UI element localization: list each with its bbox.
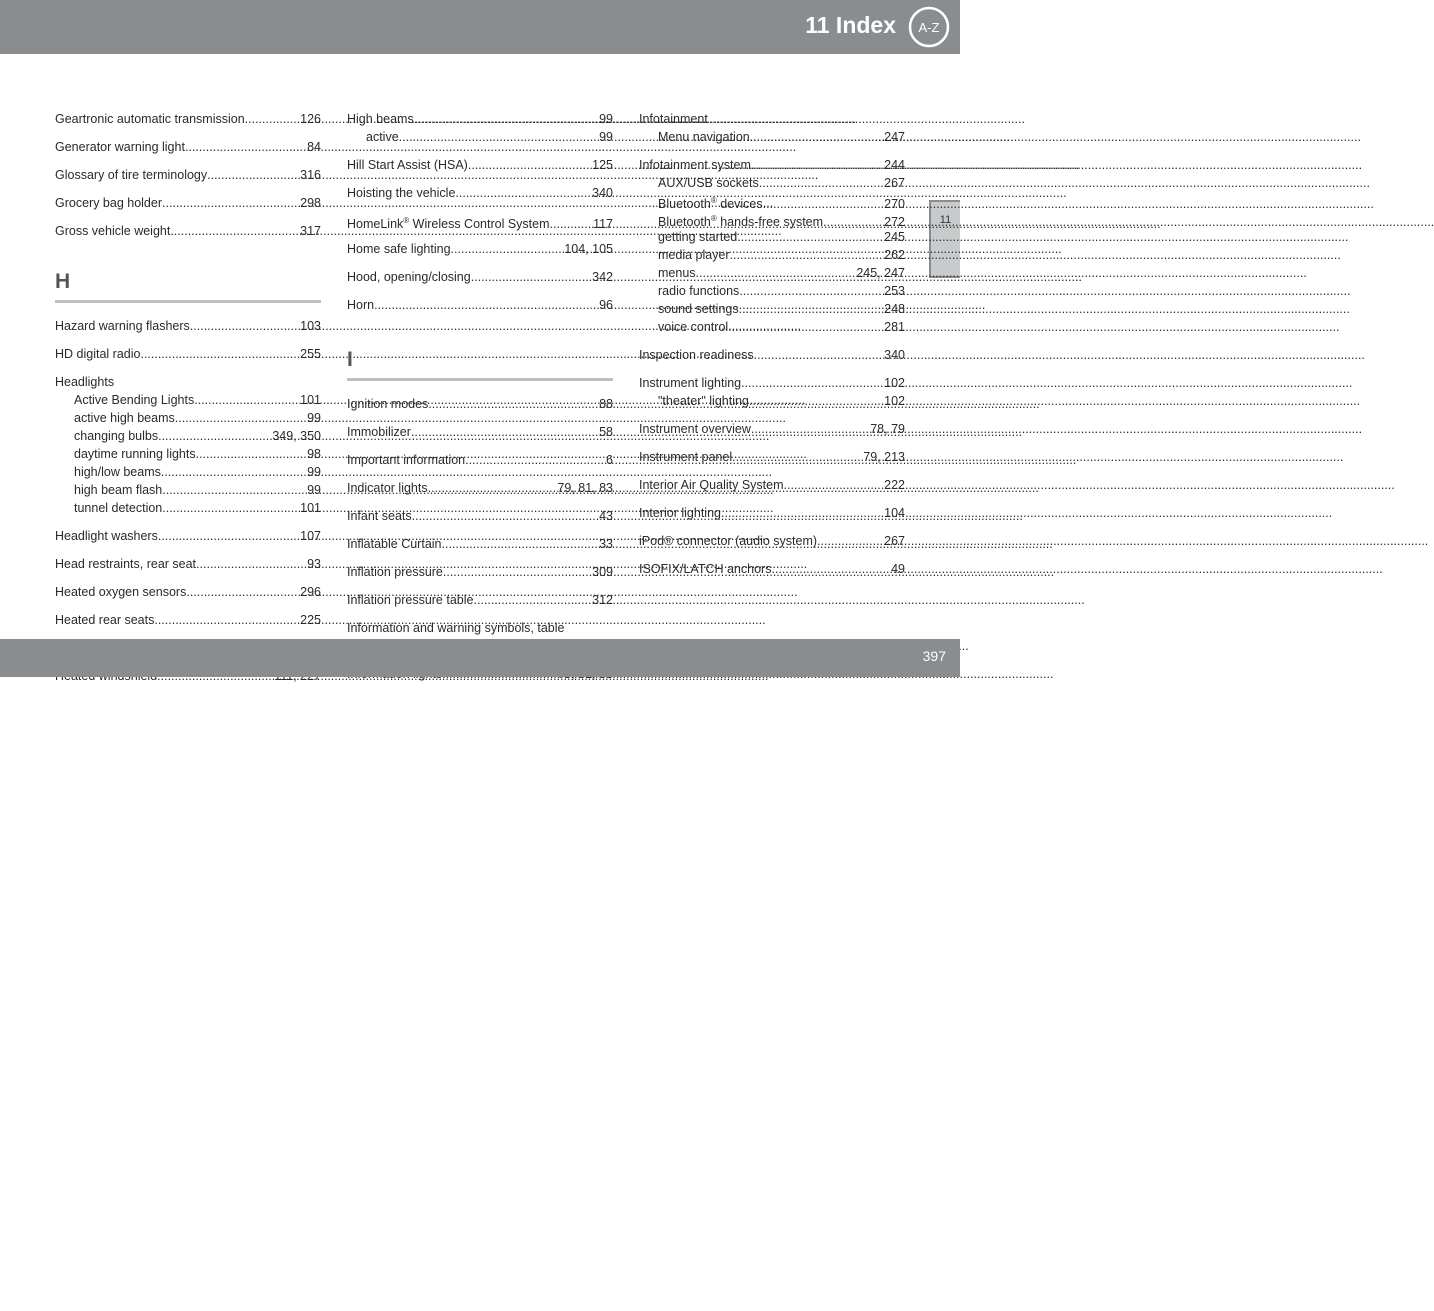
page-header xyxy=(0,0,960,54)
index-entry-group xyxy=(639,374,905,410)
index-subentry[interactable]: radio functions ..... 253 xyxy=(639,282,905,300)
chapter-title: 11 Index xyxy=(805,12,896,38)
index-column-3 xyxy=(639,110,905,588)
index-entry[interactable]: Horn ..... 96 xyxy=(347,296,613,314)
index-entry[interactable]: Hazard warning flashers ..... 103 xyxy=(55,317,321,335)
index-entry[interactable]: Indicator lights ..... 79, 81, 83 xyxy=(347,479,613,497)
index-subentry[interactable]: sound settings ..... 248 xyxy=(639,300,905,318)
index-entry[interactable]: Hood, opening/closing ..... 342 xyxy=(347,268,613,286)
index-entry[interactable]: Headlight washers ..... 107 xyxy=(55,527,321,545)
index-entry[interactable]: Grocery bag holder ..... 298 xyxy=(55,194,321,212)
index-subentry[interactable]: high beam flash ..... 99 xyxy=(55,481,321,499)
index-entry-heading: Infotainment xyxy=(639,112,708,126)
index-entry[interactable]: Inflation pressure table ..... 312 xyxy=(347,591,613,609)
index-subentry[interactable]: active ..... 99 xyxy=(347,128,613,146)
index-subentry[interactable]: active high beams ..... 99 xyxy=(55,409,321,427)
index-subentry[interactable]: Bluetooth® hands-free system ..... 272 xyxy=(639,210,905,228)
index-entry-group xyxy=(55,373,321,517)
index-entry-group xyxy=(639,156,905,336)
index-subentry[interactable]: changing bulbs ..... 349, 350 xyxy=(55,427,321,445)
index-entry[interactable]: Gross vehicle weight ..... 317 xyxy=(55,222,321,240)
index-entry[interactable]: Heated rear seats ..... 225 xyxy=(55,611,321,629)
index-subentry[interactable]: high/low beams ..... 99 xyxy=(55,463,321,481)
index-subentry[interactable]: daytime running lights ..... 98 xyxy=(55,445,321,463)
index-entry[interactable]: Head restraints, rear seat ..... 93 xyxy=(55,555,321,573)
index-subentry[interactable]: tunnel detection ..... 101 xyxy=(55,499,321,517)
index-entry[interactable]: Inflation pressure ..... 309 xyxy=(347,563,613,581)
index-column-1 xyxy=(55,110,321,695)
index-entry[interactable]: Heated oxygen sensors ..... 296 xyxy=(55,583,321,601)
index-entry[interactable]: ISOFIX/LATCH anchors ..... 49 xyxy=(639,560,905,578)
index-entry[interactable]: Generator warning light ..... 84 xyxy=(55,138,321,156)
watermark: carmanualsonline.info xyxy=(560,1285,796,1310)
index-entry[interactable]: Information and warning symbols, table ..... xyxy=(347,619,613,655)
side-tab-label: 11 xyxy=(939,214,952,226)
index-entry[interactable]: iPod® connector (audio system) ..... 267 xyxy=(639,532,905,550)
index-entry[interactable]: Infotainment system ..... 244 xyxy=(639,156,905,174)
index-column-2 xyxy=(347,110,613,693)
index-subentry[interactable]: "theater" lighting ..... 102 xyxy=(639,392,905,410)
registered-mark: ® xyxy=(710,196,717,205)
index-subentry[interactable]: Menu navigation ..... 247 xyxy=(639,128,905,146)
index-entry[interactable]: Important information ..... 6 xyxy=(347,451,613,469)
index-subentry[interactable]: voice control ..... 281 xyxy=(639,318,905,336)
index-entry[interactable]: Instrument overview ..... 78, 79 xyxy=(639,420,905,438)
registered-mark: ® xyxy=(710,214,717,223)
index-subentry[interactable]: menus ..... 245, 247 xyxy=(639,264,905,282)
index-entry[interactable]: Immobilizer ..... 58 xyxy=(347,423,613,441)
index-entry-group xyxy=(347,110,613,146)
a-z-index-icon xyxy=(908,6,950,48)
registered-mark: ® xyxy=(403,216,410,225)
index-entry[interactable]: Interior lighting ..... 104 xyxy=(639,504,905,522)
index-entry[interactable]: High beams ..... 99 xyxy=(347,110,613,128)
index-entry[interactable]: Hill Start Assist (HSA) ..... 125 xyxy=(347,156,613,174)
section-heading-h: H xyxy=(55,270,321,303)
index-entry[interactable]: Inflatable Curtain ..... 33 xyxy=(347,535,613,553)
index-entry[interactable]: Infant seats ..... 43 xyxy=(347,507,613,525)
section-heading-i: I xyxy=(347,348,613,381)
index-entry[interactable]: Instrument lighting ..... 102 xyxy=(639,374,905,392)
page-footer xyxy=(0,639,960,1310)
index-subentry[interactable]: AUX/USB sockets ..... 267 xyxy=(639,174,905,192)
page-number: 397 xyxy=(922,648,946,664)
index-subentry[interactable]: Bluetooth® devices ..... 270 xyxy=(639,192,905,210)
index-entry[interactable]: Geartronic automatic transmission ..... 126 xyxy=(55,110,321,128)
index-entry[interactable]: Inspection readiness ..... 340 xyxy=(639,346,905,364)
index-entry-heading: Headlights xyxy=(55,375,115,389)
index-entry[interactable]: Home safe lighting ..... 104, 105 xyxy=(347,240,613,258)
index-subentry[interactable]: media player ..... 262 xyxy=(639,246,905,264)
index-subentry[interactable]: Active Bending Lights ..... 101 xyxy=(55,391,321,409)
index-entry[interactable]: Ignition modes ..... 88 xyxy=(347,395,613,413)
index-entry[interactable]: HD digital radio ..... 255 xyxy=(55,345,321,363)
index-entry[interactable]: Instrument panel ..... 79, 213 xyxy=(639,448,905,466)
index-entry-group xyxy=(639,110,905,146)
index-subentry[interactable]: getting started ..... 245 xyxy=(639,228,905,246)
a-z-icon-label: A-Z xyxy=(918,20,940,35)
index-entry[interactable]: HomeLink® Wireless Control System ..... 117 xyxy=(347,212,613,230)
index-entry[interactable]: Interior Air Quality System ..... 222 xyxy=(639,476,905,494)
index-entry[interactable]: Glossary of tire terminology ..... 316 xyxy=(55,166,321,184)
index-entry[interactable]: Hoisting the vehicle ..... 340 xyxy=(347,184,613,202)
